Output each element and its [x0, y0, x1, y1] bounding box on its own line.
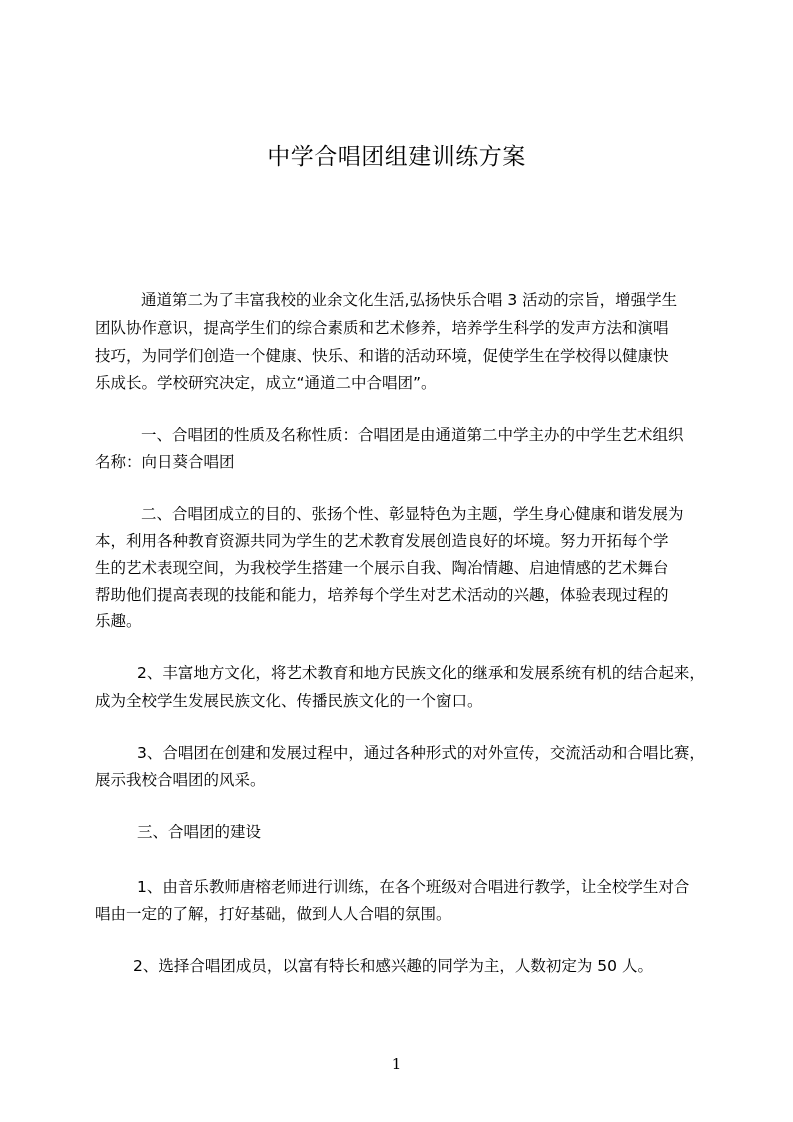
document-title: 中学合唱团组建训练方案 — [267, 144, 526, 170]
paragraph-1-line-2: 团队协作意识，提高学生们的综合素质和艺术修养，培养学生科学的发声方法和演唱 — [95, 319, 669, 337]
paragraph-3-line-1: 二、合唱团成立的目的、张扬个性、彰显特色为主题，学生身心健康和谐发展为 — [141, 505, 684, 523]
paragraph-1-line-3: 技巧，为同学们创造一个健康、快乐、和谐的活动环境，促使学生在学校得以健康快 — [95, 347, 669, 365]
paragraph-4-line-2: 成为全校学生发展民族文化、传播民族文化的一个窗口。 — [95, 692, 483, 710]
paragraph-4-line-1: 2、丰富地方文化，将艺术教育和地方民族文化的继承和发展系统有机的结合起来， — [137, 664, 705, 682]
paragraph-2-line-2: 名称：向日葵合唱团 — [95, 453, 235, 471]
paragraph-3-line-2: 本，利用各种教育资源共同为学生的艺术教育发展创造良好的坏境。努力开拓每个学 — [95, 532, 669, 550]
paragraph-1-line-1: 通道第二为了丰富我校的业余文化生活,弘扬快乐合唱 3 活动的宗旨，增强学生 — [141, 291, 678, 309]
paragraph-3-line-3: 生的艺术表现空间，为我校学生搭建一个展示自我、陶冶情趣、启迪情感的艺术舞台 — [95, 559, 669, 577]
paragraph-7-line-2: 唱由一定的了解，打好基础，做到人人合唱的氛围。 — [95, 905, 452, 923]
paragraph-5-line-2: 展示我校合唱团的风采。 — [95, 771, 266, 789]
paragraph-2-line-1: 一、合唱团的性质及名称性质：合唱团是由通道第二中学主办的中学生艺术组织 — [141, 426, 684, 444]
paragraph-3-line-5: 乐趣。 — [95, 612, 142, 630]
paragraph-1-line-4: 乐成长。学校研究决定，成立“通道二中合唱团”。 — [95, 374, 437, 392]
section-heading-construction: 三、合唱团的建设 — [137, 823, 262, 841]
paragraph-7-line-1: 1、由音乐教师唐榕老师进行训练，在各个班级对合唱进行教学，让全校学生对合 — [137, 878, 690, 896]
paragraph-3-line-4: 帮助他们提高表现的技能和能力，培养每个学生对艺术活动的兴趣，体验表现过程的 — [95, 586, 669, 604]
paragraph-8-line-1: 2、选择合唱团成员，以富有特长和感兴趣的同学为主，人数初定为 50 人。 — [133, 957, 653, 975]
page-number: 1 — [391, 1055, 402, 1073]
paragraph-5-line-1: 3、合唱团在创建和发展过程中，通过各种形式的对外宣传，交流活动和合唱比赛， — [137, 744, 705, 762]
